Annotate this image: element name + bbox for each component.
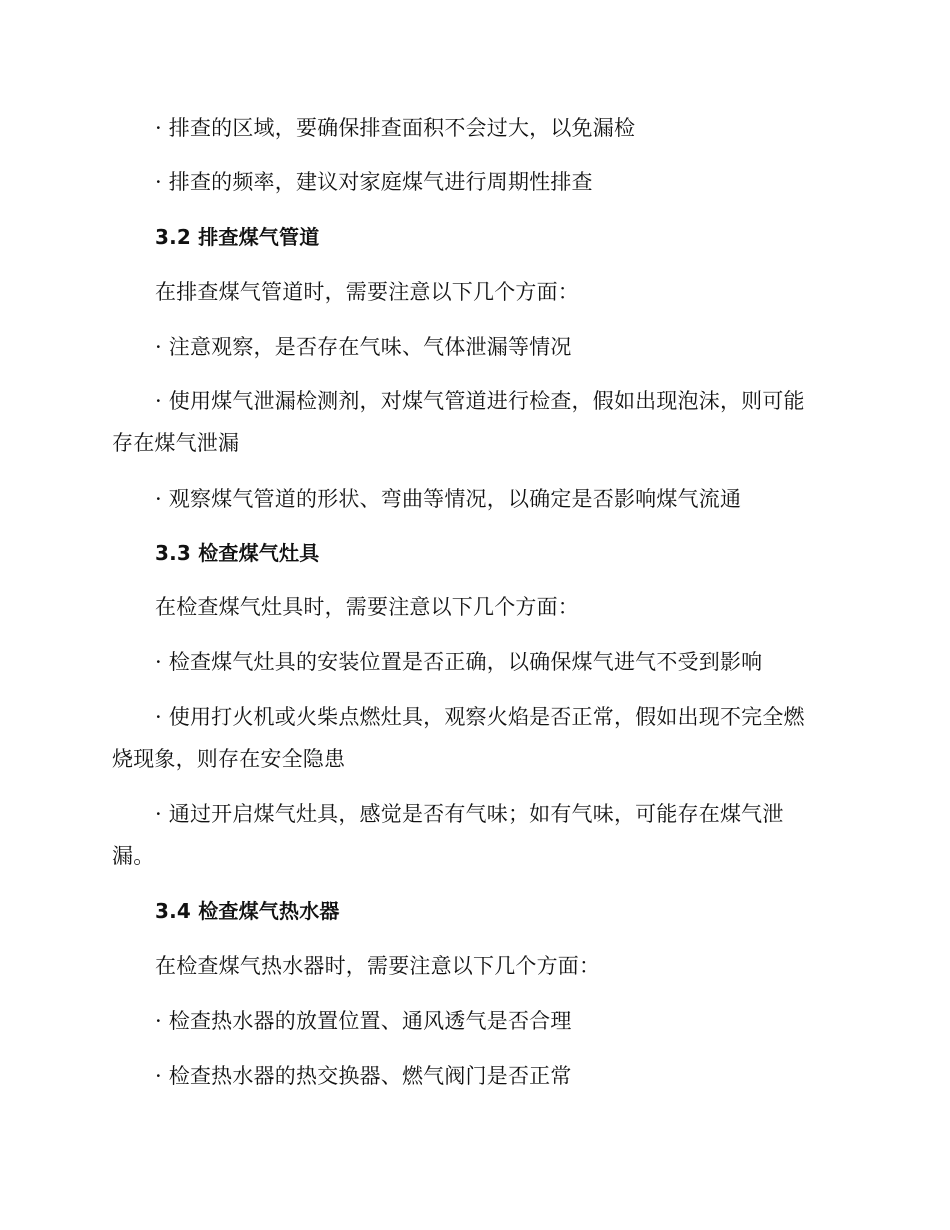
bullet-frequency: · 排查的频率，建议对家庭煤气进行周期性排查 <box>155 170 593 194</box>
bullet-heater-position: · 检查热水器的放置位置、通风透气是否合理 <box>155 1009 572 1033</box>
bullet-ignite: · 使用打火机或火柴点燃灶具，观察火焰是否正常，假如出现不完全燃 <box>155 705 805 729</box>
intro-pipeline: 在排查煤气管道时，需要注意以下几个方面： <box>155 280 579 304</box>
bullet-heater-exchanger: · 检查热水器的热交换器、燃气阀门是否正常 <box>155 1064 572 1088</box>
bullet-detector: · 使用煤气泄漏检测剂，对煤气管道进行检查，假如出现泡沫，则可能 <box>155 389 805 413</box>
intro-stove: 在检查煤气灶具时，需要注意以下几个方面： <box>155 595 579 619</box>
heading-3-3: 3.3 检查煤气灶具 <box>155 541 320 565</box>
bullet-shape: · 观察煤气管道的形状、弯曲等情况，以确定是否影响煤气流通 <box>155 487 742 511</box>
bullet-observe: · 注意观察，是否存在气味、气体泄漏等情况 <box>155 335 572 359</box>
bullet-smell: · 通过开启煤气灶具，感觉是否有气味；如有气味，可能存在煤气泄 <box>155 802 784 826</box>
bullet-area: · 排查的区域，要确保排查面积不会过大，以免漏检 <box>155 116 636 140</box>
heading-3-2: 3.2 排查煤气管道 <box>155 225 320 249</box>
intro-heater: 在检查煤气热水器时，需要注意以下几个方面： <box>155 954 601 978</box>
bullet-detector-cont: 存在煤气泄漏 <box>112 431 240 455</box>
bullet-smell-cont: 漏。 <box>112 844 155 868</box>
heading-3-4: 3.4 检查煤气热水器 <box>155 899 340 923</box>
bullet-install-position: · 检查煤气灶具的安装位置是否正确，以确保煤气进气不受到影响 <box>155 650 763 674</box>
bullet-ignite-cont: 烧现象，则存在安全隐患 <box>112 747 346 771</box>
